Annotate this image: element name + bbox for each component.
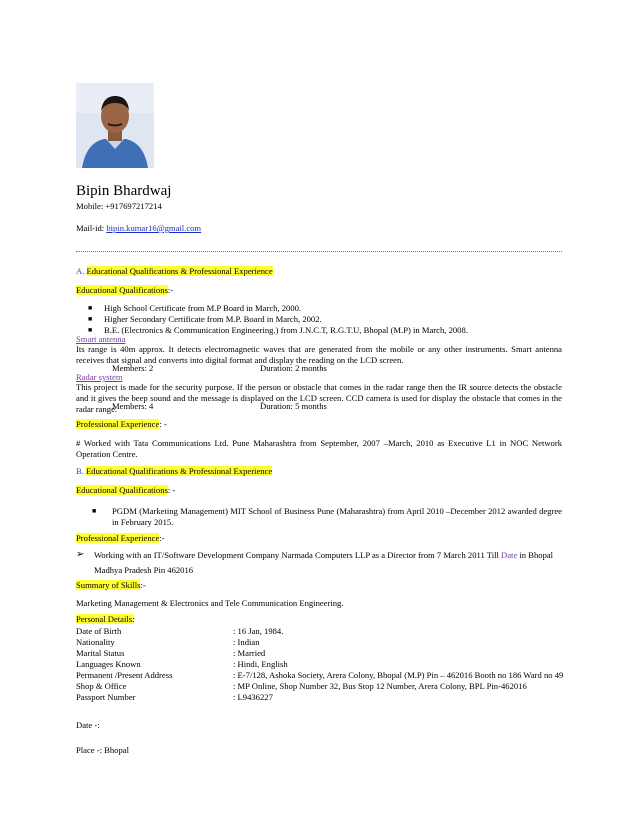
detail-value: : E-7/128, Ashoka Society, Arera Colony, Bhopal (M.P) Pin – 462016 Booth no 186 Ward no 49 — [233, 670, 564, 680]
person-photo-icon — [76, 83, 154, 168]
square-bullet-icon: ■ — [88, 326, 93, 334]
square-bullet-icon: ■ — [88, 304, 93, 312]
candidate-name: Bipin Bhardwaj — [76, 183, 172, 199]
personal-heading — [76, 614, 134, 625]
arrow-bullet-icon: ➢ — [76, 549, 85, 560]
mobile-label: Mobile: — [76, 201, 106, 211]
section-b-edu-suffix: : - — [167, 485, 176, 495]
profile-photo — [76, 83, 154, 168]
mobile-line — [76, 201, 162, 212]
section-b-exp-line-2: Madhya Pradesh Pin 462016 — [94, 565, 194, 575]
section-b-exp-label: Professional Experience — [76, 533, 160, 543]
section-b-heading — [76, 466, 272, 477]
detail-row — [76, 681, 562, 692]
detail-label: Permanent /Present Address — [76, 670, 173, 680]
detail-row — [76, 659, 562, 670]
project-title: Smart antenna — [76, 334, 126, 344]
skills-label: Summary of Skills — [76, 580, 141, 590]
exp-line-date: Date — [501, 550, 518, 560]
personal-label: Personal Details: — [76, 614, 135, 624]
section-b-letter: B. — [76, 466, 84, 476]
detail-value: : MP Online, Shop Number 32, Bus Stop 12 Number, Arera Colony, BPL Pin-462016 — [233, 681, 527, 691]
section-a-edu-heading — [76, 285, 173, 296]
email-link[interactable]: bipin.kumar16@gmail.com — [106, 223, 202, 233]
project-members: Members: 4 — [112, 401, 154, 411]
date-line: Date -: — [76, 720, 100, 730]
detail-label: Date of Birth — [76, 626, 122, 636]
section-a-heading — [76, 266, 273, 277]
project-members: Members: 2 — [112, 363, 154, 373]
detail-label: Marital Status — [76, 648, 125, 658]
detail-row — [76, 670, 562, 681]
detail-row — [76, 637, 562, 648]
detail-value: : Married — [233, 648, 266, 658]
section-b-title: Educational Qualifications & Professional Experience — [86, 466, 273, 476]
mobile-number: +917697217214 — [105, 201, 162, 211]
project-duration: Duration: 5 months — [260, 401, 327, 411]
section-b-edu-label: Educational Qualifications — [76, 485, 168, 495]
skills-heading — [76, 580, 146, 591]
detail-value: : L9436227 — [233, 692, 273, 702]
email-label: Mail-id: — [76, 223, 107, 233]
place-line: Place -: Bhopal — [76, 745, 129, 755]
project-title: Radar system — [76, 372, 123, 382]
section-a-edu-suffix: :- — [167, 285, 174, 295]
list-item: Higher Secondary Certificate from M.P. Board in March, 2002. — [104, 314, 322, 324]
list-item: B.E. (Electronics & Communication Engineering.) from J.N.C.T, R.G.T.U, Bhopal (M.P) in March, 2008. — [104, 325, 468, 335]
list-item: PGDM (Marketing Management) MIT School of Business Pune (Maharashtra) from April 2010 –December 2012 awarded degree in February 2015. — [112, 506, 562, 527]
section-a-exp-label: Professional Experience — [76, 419, 160, 429]
section-b-exp-heading — [76, 533, 165, 544]
detail-value: : Hindi, English — [233, 659, 288, 669]
square-bullet-icon: ■ — [88, 315, 93, 323]
project-description: This project is made for the security purpose. If the person or obstacle that comes in the radar range then the IR source detects the obstacle and it gives the beep sound and the message is displayed on the LCD screen. CCD camera is used for display the obstacle that comes in the radar range. — [76, 382, 562, 414]
section-a-exp-text: # Worked with Tata Communications Ltd. Pune Maharashtra from September, 2007 –March, 2010 as Executive L1 in NOC Network Operation Centre. — [76, 438, 562, 459]
detail-row — [76, 692, 562, 703]
section-a-edu-label: Educational Qualifications — [76, 285, 168, 295]
detail-label: Languages Known — [76, 659, 141, 669]
section-a-exp-heading — [76, 419, 167, 430]
exp-line-part: in Bhopal — [517, 550, 554, 560]
divider — [76, 251, 562, 252]
detail-row — [76, 626, 562, 637]
detail-label: Passport Number — [76, 692, 136, 702]
section-b-edu-heading — [76, 485, 175, 496]
detail-row — [76, 648, 562, 659]
skills-text: Marketing Management & Electronics and Tele Communication Engineering. — [76, 598, 344, 608]
section-b-exp-line — [94, 550, 553, 561]
detail-label: Shop & Office — [76, 681, 127, 691]
exp-line-part: Working with an IT/Software Development Company Narmada Computers LLP as a Director from 7 March 2011 Till — [94, 550, 502, 560]
section-a-title: Educational Qualifications & Professional Experience — [86, 266, 273, 276]
section-a-exp-suffix: : - — [159, 419, 167, 429]
project-description: Its range is 40m approx. It detects electromagnetic waves that are generated from the mobile or any other instruments. Smart antenna receives that signal and converts into digital format and display the reading on the LCD screen. — [76, 344, 562, 365]
skills-suffix: :- — [140, 580, 146, 590]
project-duration: Duration: 2 months — [260, 363, 327, 373]
detail-label: Nationality — [76, 637, 115, 647]
square-bullet-icon: ■ — [92, 507, 97, 515]
email-line — [76, 223, 201, 234]
list-item: High School Certificate from M.P Board in March, 2000. — [104, 303, 302, 313]
detail-value: : 16 Jan, 1984. — [233, 626, 284, 636]
section-b-exp-suffix: :- — [159, 533, 165, 543]
detail-value: : Indian — [233, 637, 260, 647]
section-a-letter: A. — [76, 266, 85, 276]
